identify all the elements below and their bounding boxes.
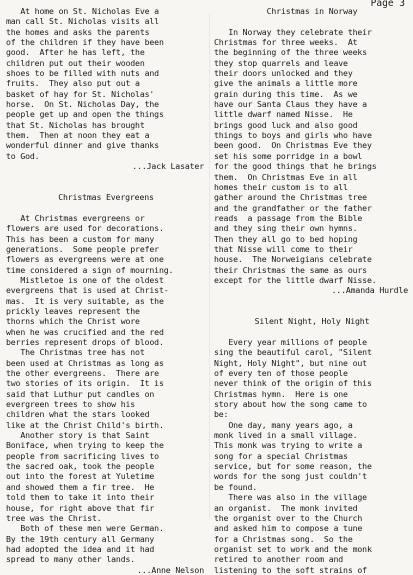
text-line: brings good luck and also good: [214, 119, 358, 130]
text-line: homes their custom is to all: [214, 181, 348, 192]
text-line: two stories of its origin. It is: [6, 378, 164, 389]
text-line: basket of hay for St. Nicholas': [6, 88, 155, 99]
story-body: [214, 337, 410, 575]
text-line: them. On Christmas Eve in all: [214, 171, 358, 182]
text-line: By the 19th century all Germany: [6, 533, 155, 544]
text-line: out into the forest at Yuletime: [6, 471, 155, 482]
text-line: when he was crucified and the red: [6, 326, 164, 337]
text-line: for the good things that he brings: [214, 161, 377, 172]
text-line: and they sing their own hymns.: [214, 223, 358, 234]
story-signature: ...Anne Nelson: [137, 564, 204, 575]
story-title: Christmas in Norway: [266, 6, 358, 16]
text-line: be found.: [214, 481, 258, 492]
text-line: be:: [214, 409, 229, 420]
story-title: Silent Night, Holy Night: [254, 316, 370, 327]
story-st-nicholas: [6, 6, 206, 172]
text-line: Christmas for three weeks. At: [214, 37, 358, 48]
story-signature: ...Amanda Hurdle: [331, 285, 408, 296]
text-line: said that Luthur put candles on: [6, 388, 155, 399]
text-line: grain during this time. As we: [214, 88, 358, 99]
text-line: generations. Some people prefer: [6, 243, 159, 254]
text-line: had adopted the idea and it had: [6, 543, 155, 554]
text-line: berries represent drops of blood.: [6, 337, 164, 347]
text-line: Christmas hymn. Here is one: [214, 388, 348, 399]
text-line: like at the Christ Child's birth.: [6, 419, 164, 430]
text-line: an organist. The monk invited: [214, 502, 358, 513]
column-divider: [209, 14, 210, 519]
text-line: children what the stars looked: [6, 409, 150, 420]
text-line: set his some porridge in a bowl: [214, 150, 363, 161]
text-line: that St. Nicholas has brought: [6, 119, 145, 130]
text-line: man call St. Nicholas visits all: [6, 16, 159, 27]
text-line: for a Christmas song. So the: [214, 533, 353, 544]
text-line: the beginning of the three weeks: [214, 47, 367, 58]
text-line: they stop quarrels and leave: [214, 57, 348, 68]
text-line: people get up and open the things: [6, 109, 164, 120]
text-line: time considered a sign of mourning.: [6, 264, 174, 275]
text-line: reads a passage from the Bible: [214, 212, 363, 223]
text-line: the sacred oak, took the people: [6, 461, 155, 472]
story-body: [214, 27, 410, 286]
text-line: things to boys and girls who have: [214, 130, 372, 141]
text-line: tree was the Christ.: [6, 512, 102, 523]
text-line: There was also in the village: [214, 492, 367, 503]
text-line: flowers as evergreens were at one: [6, 254, 164, 265]
story-christmas-evergreens: [6, 192, 206, 575]
text-line: story about how the song came to: [214, 399, 367, 410]
text-line: people from sacrificing lives to: [6, 450, 159, 461]
text-line: horse. On St. Nicholas Day, the: [6, 99, 159, 110]
text-line: fruits. They also put out a: [6, 78, 140, 89]
text-line: In Norway they celebrate their: [214, 26, 372, 37]
text-line: service, but for some reason, the: [214, 461, 372, 472]
story-silent-night: [214, 316, 410, 575]
text-line: sing the beautiful carol, "Silent: [214, 347, 372, 358]
text-line: the other evergreens. There are: [6, 368, 159, 379]
text-line: been good. On Christmas Eve they: [214, 140, 372, 151]
text-line: never think of the origin of this: [214, 378, 372, 389]
text-line: Every year millions of people: [214, 337, 367, 347]
text-line: prickly leaves represent the: [6, 305, 140, 316]
text-line: spread to many other lands.: [6, 554, 136, 565]
text-line: The Christmas tree has not: [6, 347, 145, 358]
text-line: that Nisse will come to their: [214, 243, 353, 254]
text-line: Night, Holy Night", but nine out: [214, 357, 367, 368]
text-line: wonderful dinner and give thanks: [6, 140, 159, 151]
text-line: and showed them a fir tree. He: [6, 481, 155, 492]
text-line: been used at Christmas as long as: [6, 357, 164, 368]
text-line: give the animals a little more: [214, 78, 358, 89]
text-line: children put out their wooden: [6, 57, 145, 68]
text-line: little dwarf named Nisse. He: [214, 109, 353, 120]
text-line: the homes and asks the parents: [6, 26, 150, 37]
text-line: evergreen trees to show his: [6, 399, 136, 410]
text-line: organist set to work and the monk: [214, 543, 372, 554]
story-signature: ...Jack Lasater: [132, 161, 204, 172]
text-line: This monk was trying to write a: [214, 440, 363, 451]
text-line: house, for right above that fir: [6, 502, 155, 513]
text-line: house. The Norweigians celebrate: [214, 254, 372, 265]
story-title: Christmas Evergreens: [58, 192, 154, 203]
text-line: gather around the Christmas tree: [214, 192, 367, 203]
text-line: flowers are used for decorations.: [6, 223, 164, 234]
text-line: and asked him to compose a tune: [214, 523, 363, 534]
text-line: This has been a custom for many: [6, 233, 155, 244]
text-line: At Christmas evergreens or: [6, 212, 145, 223]
story-body: [6, 213, 206, 565]
text-line: their Christmas the same as ours: [214, 264, 367, 275]
text-line: Then they all go to bed hoping: [214, 233, 358, 244]
text-line: and the grandfather or the father: [214, 202, 372, 213]
text-line: have our Santa Claus they have a: [214, 99, 367, 110]
text-line: Boniface, when trying to keep the: [6, 440, 164, 451]
page-number: Page 3: [370, 0, 405, 9]
text-line: At home on St. Nicholas Eve a: [6, 6, 159, 16]
text-line: to God.: [6, 150, 40, 161]
text-line: them. Then at noon they eat a: [6, 130, 150, 141]
text-line: thorns which the Christ wore: [6, 316, 140, 327]
text-line: good. After he has left, the: [6, 47, 145, 58]
text-line: except for the little dwarf Nisse.: [214, 274, 377, 285]
story-christmas-in-norway: [214, 6, 410, 296]
text-line: evergreens that is used at Christ-: [6, 285, 169, 296]
text-line: shoes to be filled with nuts and: [6, 68, 159, 79]
text-line: Mistletoe is one of the oldest: [6, 274, 164, 285]
text-line: words for the song just couldn't: [214, 471, 367, 482]
text-line: retired to another room and: [214, 554, 344, 565]
text-line: listening to the soft strains of: [214, 564, 367, 575]
story-body: [6, 6, 206, 161]
text-line: of every ten of those people: [214, 368, 348, 379]
text-line: One day, many years ago, a: [214, 419, 353, 430]
text-line: mas. It is very suitable, as the: [6, 295, 164, 306]
left-column: [6, 6, 206, 575]
text-line: their doors unlocked and they: [214, 68, 353, 79]
text-line: Both of these men were German.: [6, 523, 164, 534]
text-line: Another story is that Saint: [6, 430, 150, 441]
text-line: song for a special Christmas: [214, 450, 348, 461]
text-line: of the children if they have been: [6, 37, 164, 48]
text-line: the organist over to the Church: [214, 512, 363, 523]
text-line: told them to take it into their: [6, 492, 155, 503]
text-line: monk lived in a small village.: [214, 430, 358, 441]
right-column: [214, 6, 410, 575]
